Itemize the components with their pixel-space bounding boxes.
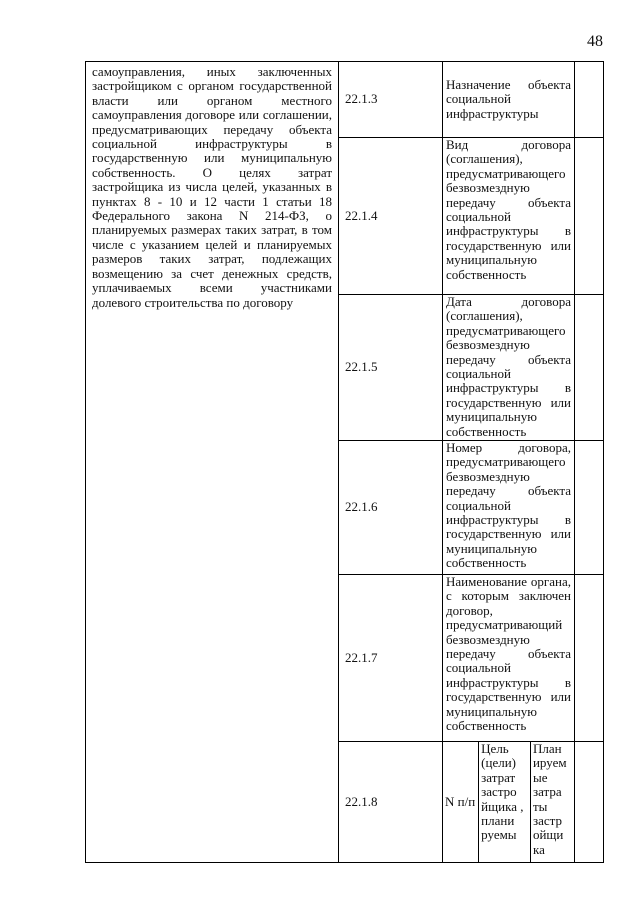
- row-name-cell: Наименование органа, с которым заключен договор, предусматривающий безвозмездную передачу объекта социальной инфраструктуры в государственную или муниципальную собственность: [443, 575, 575, 742]
- row-name-cell: Дата договора (соглашения), предусматривающего безвозмездную передачу объекта социальной инфраструктуры в государственную или муниципальную собственность: [443, 295, 575, 441]
- sub-header-number: N п/п: [445, 793, 476, 809]
- document-table: [85, 61, 604, 863]
- row-number-cell: 22.1.8: [339, 742, 443, 863]
- row-number-cell: 22.1.4: [339, 138, 443, 295]
- row-number-cell: 22.1.5: [339, 295, 443, 441]
- page-number: 48: [587, 33, 603, 50]
- row-name-cell: Вид договора (соглашения), предусматривающего безвозмездную передачу объекта социальной инфраструктуры в государственную или муниципальную собственность: [443, 138, 575, 295]
- sub-table-cell: [443, 742, 604, 863]
- row-number-cell: 22.1.6: [339, 441, 443, 575]
- row-name-cell: Назначение объекта социальной инфраструктуры: [443, 62, 575, 138]
- section-description-text: самоуправления, иных заключенных застройщиком с органом государственной власти или органом местного самоуправления договоре или соглашении, предусматривающих передачу объекта социальной инфраструктуры в государственную или муниципальную собственность. О целях затрат застройщика из числа целей, указанных в пунктах 8 - 10 и 12 части 1 статьи 18 Федерального закона N 214-ФЗ, о планируемых размерах таких затрат, в том числе с указанием целей и планируемых размеров таких затрат, подлежащих возмещению за счет денежных средств, уплачиваемых всеми участниками долевого строительства по договору: [92, 64, 332, 310]
- row-value-cell: [575, 441, 604, 575]
- row-name-cell: Номер договора, предусматривающего безвозмездную передачу объекта социальной инфраструктуры в государственную или муниципальную собственность: [443, 441, 575, 575]
- row-value-cell: [575, 62, 604, 138]
- sub-header-planned-costs: План ируем ые затра ты застр ойщи ка: [530, 742, 574, 862]
- row-number-cell: 22.1.7: [339, 575, 443, 742]
- row-value-cell: [575, 138, 604, 295]
- row-value-cell: [575, 575, 604, 742]
- sub-empty-cell: [574, 742, 603, 862]
- section-description-cell: [86, 62, 339, 863]
- row-value-cell: [575, 295, 604, 441]
- sub-table: [443, 742, 603, 862]
- row-number-cell: 22.1.3: [339, 62, 443, 138]
- sub-header-goal: Цель (цели) затрат застро йщика , плани руемы: [479, 742, 531, 862]
